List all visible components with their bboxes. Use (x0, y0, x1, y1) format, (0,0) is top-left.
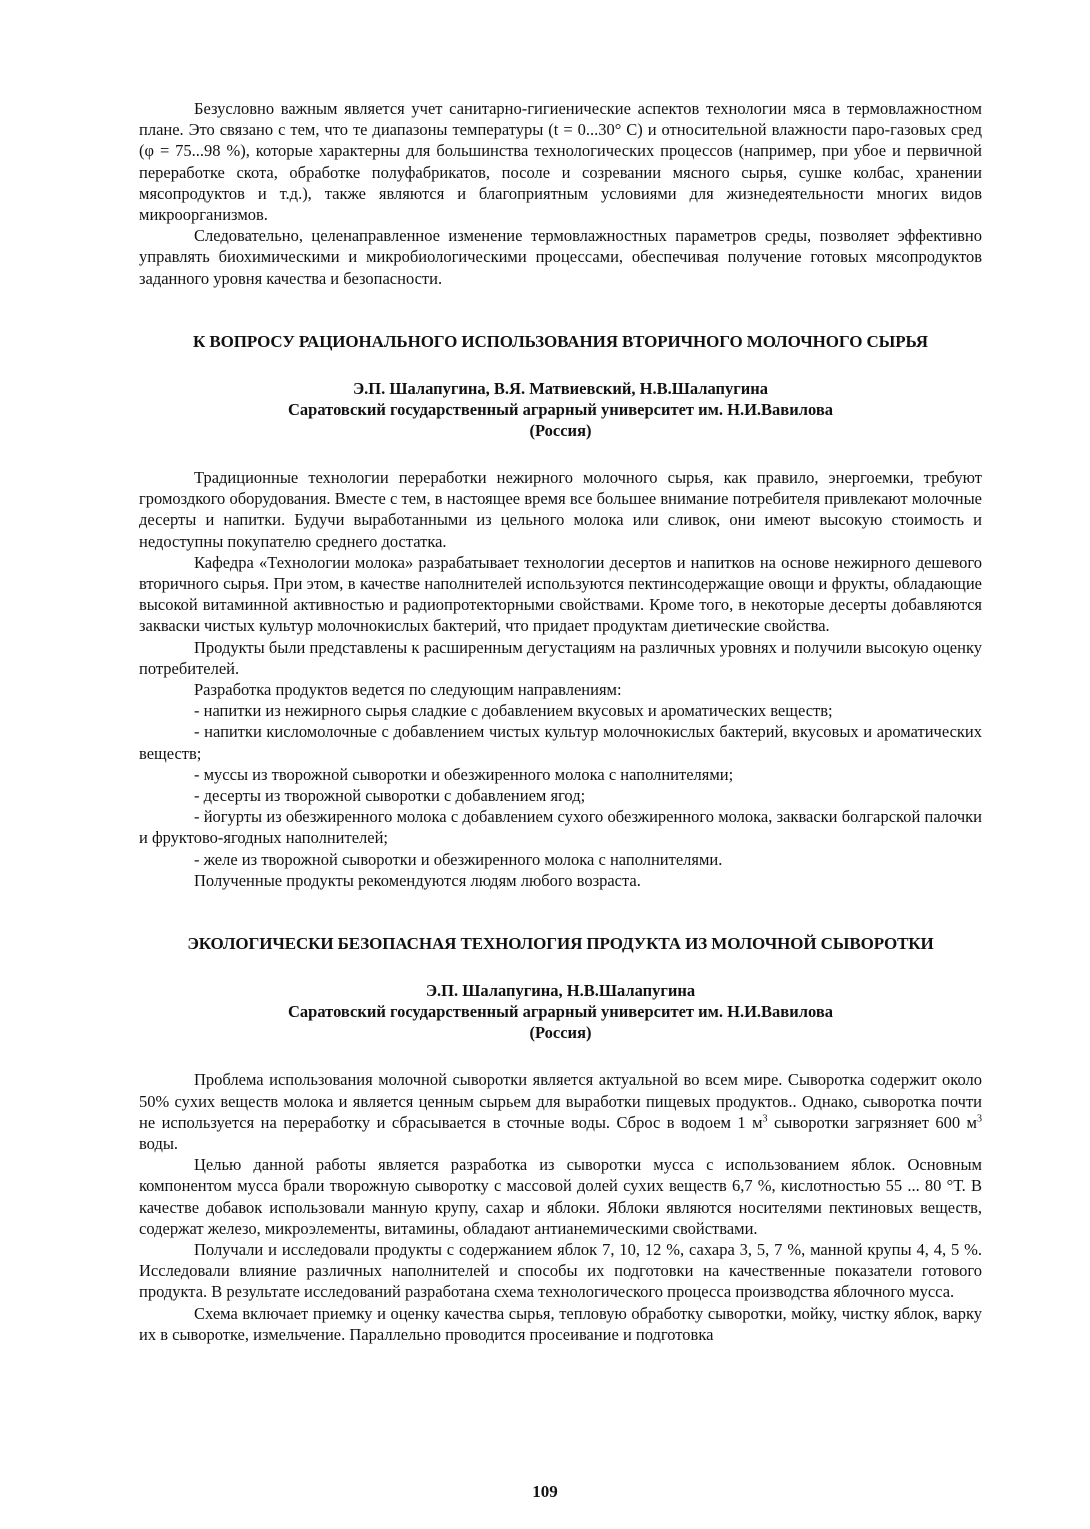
article-2-byline (139, 980, 982, 1043)
page-number: 109 (532, 1482, 558, 1501)
article-1-paragraph-3: Продукты были представлены к расширенным дегустациям на различных уровнях и получили высокую оценку потребителей. (139, 637, 982, 678)
article-1-country: (Россия) (529, 421, 592, 441)
list-item: - йогурты из обезжиренного молока с добавлением сухого обезжиренного молока, закваски болгарской палочки и фруктово-ягодных наполнителей; (139, 807, 982, 848)
intro-paragraph-1: Безусловно важным является учет санитарно-гигиенические аспектов технологии мяса в термовлажностном плане. Это связано с тем, что те диапазоны температуры (t = 0...30° С) и относительной влажности паро-газовых сред (φ = 75...98 %), которые характерны для большинства технологических процессов (например, при убое и первичной переработке скота, обработке полуфабрикатов, посоле и созревании мясного сырья, сушке колбас, хранении мясопродуктов и т.д.), также являются и благоприятным условиями для жизнедеятельности многих видов микроорганизмов. (139, 99, 982, 225)
list-item: - десерты из творожной сыворотки с добавлением ягод; (194, 786, 586, 806)
article-1-byline (139, 378, 982, 441)
article-1-title: К ВОПРОСУ РАЦИОНАЛЬНОГО ИСПОЛЬЗОВАНИЯ ВТОРИЧНОГО МОЛОЧНОГО СЫРЬЯ (193, 331, 928, 351)
article-2-paragraph-1-end: воды. (139, 1133, 179, 1153)
article-2-title: ЭКОЛОГИЧЕСКИ БЕЗОПАСНАЯ ТЕХНОЛОГИЯ ПРОДУКТА ИЗ МОЛОЧНОЙ СЫВОРОТКИ (187, 934, 934, 954)
article-1-closing: Полученные продукты рекомендуются людям любого возраста. (194, 870, 641, 890)
article-1-paragraph-2: Кафедра «Технологии молока» разрабатывает технологии десертов и напитков на основе нежирного дешевого вторичного сырья. При этом, в качестве наполнителей используются пектинсодержащие овощи и фрукты, обладающие высокой витаминной активностью и радиопротекторными свойствами. Кроме того, в некоторые десерты добавляются закваски чистых культур молочнокислых бактерий, что придает продуктам диетические свойства. (139, 552, 982, 636)
article-1-affiliation: Саратовский государственный аграрный университет им. Н.И.Вавилова (288, 400, 833, 420)
intro-section (139, 98, 982, 289)
intro-paragraph-2: Следовательно, целенаправленное изменение термовлажностных параметров среды, позволяет эффективно управлять биохимическими и микробиологическими процессами, обеспечивая получение готовых мясопродуктов заданного уровня качества и безопасности. (139, 226, 982, 288)
list-item: - желе из творожной сыворотки и обезжиренного молока с наполнителями. (194, 849, 723, 869)
list-item: - напитки из нежирного сырья сладкие с добавлением вкусовых и ароматических веществ; (194, 701, 833, 721)
article-1 (139, 331, 982, 891)
article-2-authors: Э.П. Шалапугина, Н.В.Шалапугина (425, 981, 696, 1001)
article-2-paragraph-1 (139, 1069, 982, 1154)
superscript: 3 (977, 1113, 982, 1125)
article-2-country: (Россия) (529, 1023, 592, 1043)
page-body (139, 98, 982, 1345)
article-2-paragraph-2: Целью данной работы является разработка из сыворотки мусса с использованием яблок. Основным компонентом мусса брали творожную сыворотку с массовой долей сухих веществ 6,7 %, кислотностью 55 ... 80 °Т. В качестве добавок использовали манную крупу, сахар и яблоки. Яблоки являются носителями пектиновых веществ, содержат железо, микроэлементы, витамины, обладают антианемическими свойствами. (139, 1155, 982, 1238)
superscript: 3 (762, 1113, 768, 1125)
list-item: - напитки кисломолочные с добавлением чистых культур молочнокислых бактерий, вкусовых и ароматических веществ; (139, 722, 982, 763)
article-2-paragraph-1-mid: сыворотки загрязняет 600 м (767, 1112, 977, 1132)
article-1-paragraph-1: Традиционные технологии переработки нежирного молочного сырья, как правило, энергоемки, требуют громоздкого оборудования. Вместе с тем, в настоящее время все большее внимание потребителя привлекают молочные десерты и напитки. Будучи выработанными из цельного молока или сливок, они имеют высокую стоимость и недоступны покупателю среднего достатка. (139, 468, 982, 551)
article-2-affiliation: Саратовский государственный аграрный университет им. Н.И.Вавилова (288, 1002, 833, 1022)
article-1-authors: Э.П. Шалапугина, В.Я. Матвиевский, Н.В.Шалапугина (352, 379, 769, 399)
list-item: - муссы из творожной сыворотки и обезжиренного молока с наполнителями; (194, 764, 734, 784)
article-2-paragraph-3: Получали и исследовали продукты с содержанием яблок 7, 10, 12 %, сахара 3, 5, 7 %, манной крупы 4, 4, 5 %. Исследовали влияние различных наполнителей и способы их подготовки на качественные показатели готового продукта. В результате исследований разработана схема технологического процесса производства яблочного мусса. (139, 1239, 982, 1302)
article-2-paragraph-4: Схема включает приемку и оценку качества сырья, тепловую обработку сыворотки, мойку, чистку яблок, варку их в сыворотке, измельчение. Параллельно проводится просеивание и подготовка (139, 1303, 982, 1344)
article-1-paragraph-4: Разработка продуктов ведется по следующим направлениям: (194, 680, 622, 700)
article-2-paragraph-1-text: Проблема использования молочной сыворотки является актуальной во всем мире. Сыворотка содержит около 50% сухих веществ молока и является ценным сырьем для выработки пищевых продуктов.. Однако, сыворотка почти не используется на переработку и сбрасывается в сточные воды. Сброс в водоем 1 м (139, 1070, 982, 1132)
article-2 (139, 933, 982, 1345)
